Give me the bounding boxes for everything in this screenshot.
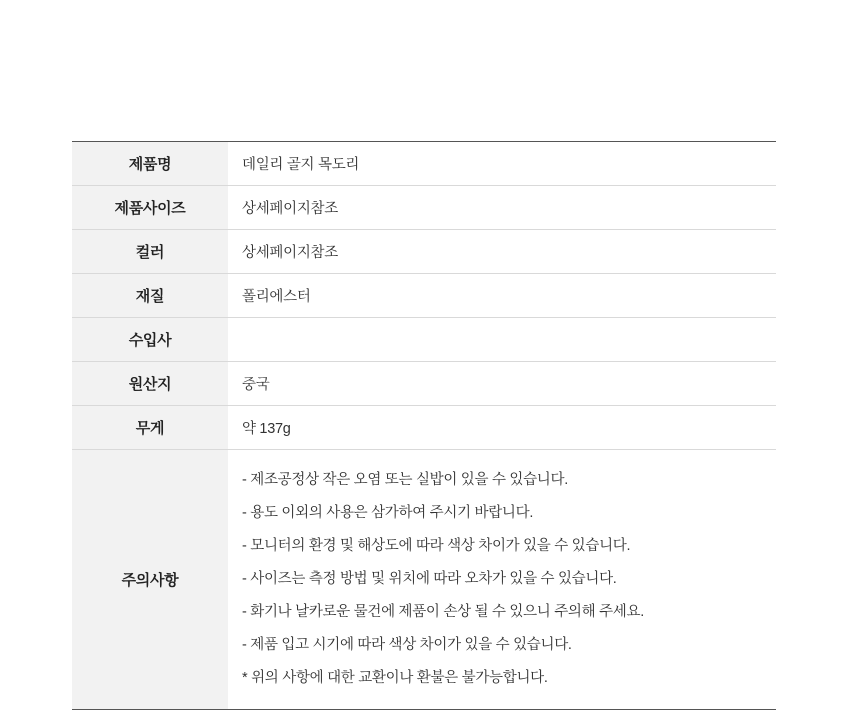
list-item: - 제품 입고 시기에 따라 색상 차이가 있을 수 있습니다. [242, 637, 572, 653]
spec-label-color: 컬러 [72, 230, 228, 274]
list-item: * 위의 사항에 대한 교환이나 환불은 불가능합니다. [242, 670, 548, 686]
spec-value-weight: 약 137g [242, 421, 291, 437]
table-row [72, 362, 776, 406]
table-row [72, 230, 776, 274]
table-row [72, 274, 776, 318]
spec-value-importer [228, 318, 776, 362]
list-item: - 용도 이외의 사용은 삼가하여 주시기 바랍니다. [242, 505, 534, 521]
table-row [72, 406, 776, 450]
notes-list [242, 464, 776, 695]
spec-value-product-name: 데일리 골지 목도리 [242, 157, 360, 173]
product-spec-table-body [72, 142, 776, 710]
list-item: - 제조공정상 작은 오염 또는 실밥이 있을 수 있습니다. [242, 472, 568, 488]
spec-label-origin: 원산지 [72, 362, 228, 406]
product-spec-table [72, 141, 776, 710]
spec-value-material: 폴리에스터 [242, 289, 311, 305]
spec-label-notes: 주의사항 [72, 450, 228, 710]
list-item: - 사이즈는 측정 방법 및 위치에 따라 오차가 있을 수 있습니다. [242, 571, 617, 587]
spec-label-weight: 무게 [72, 406, 228, 450]
table-row [72, 186, 776, 230]
spec-value-product-size: 상세페이지참조 [242, 201, 338, 217]
spec-label-product-name: 제품명 [72, 142, 228, 186]
spec-value-origin: 중국 [242, 377, 270, 393]
spec-label-product-size: 제품사이즈 [72, 186, 228, 230]
product-spec-table-wrapper [72, 141, 776, 710]
table-row [72, 142, 776, 186]
table-row [72, 318, 776, 362]
spec-label-material: 재질 [72, 274, 228, 318]
spec-value-notes [228, 450, 776, 710]
table-row-notes [72, 450, 776, 710]
list-item: - 화기나 날카로운 물건에 제품이 손상 될 수 있으니 주의해 주세요. [242, 604, 644, 620]
spec-value-color: 상세페이지참조 [242, 245, 338, 261]
spec-label-importer: 수입사 [72, 318, 228, 362]
list-item: - 모니터의 환경 및 해상도에 따라 색상 차이가 있을 수 있습니다. [242, 538, 631, 554]
